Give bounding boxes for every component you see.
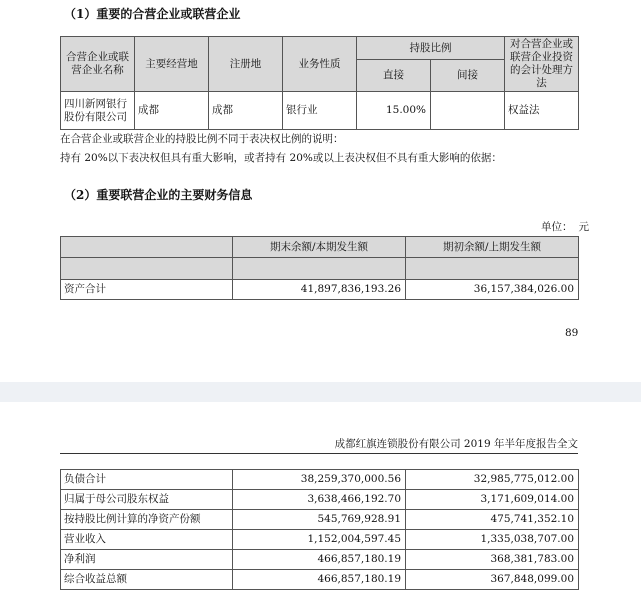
cell-accounting-method: 权益法 [505, 92, 579, 130]
note-ratio-difference: 在合营企业或联营企业的持股比例不同于表决权比例的说明： [60, 133, 344, 145]
table-row [61, 570, 579, 590]
table-row [61, 470, 579, 490]
page2-running-header: 成都红旗连锁股份有限公司 2019 年半年度报告全文 [334, 438, 578, 450]
table-row [61, 510, 579, 530]
report-page-2 [0, 402, 641, 606]
row-net-asset-share-prior: 475,741,352.10 [406, 510, 579, 530]
header-direct: 直接 [357, 60, 431, 92]
header-registered-place: 注册地 [209, 37, 283, 92]
header-business-nature: 业务性质 [283, 37, 357, 92]
cell-jv-name: 四川新网银行股份有限公司 [61, 92, 135, 130]
header-indirect: 间接 [431, 60, 505, 92]
row-revenue-current: 1,152,004,597.45 [233, 530, 406, 550]
row-parent-equity-current: 3,638,466,192.70 [233, 490, 406, 510]
section1-heading: （1）重要的合营企业或联营企业 [64, 7, 241, 21]
financial-info-table [60, 236, 579, 300]
row-net-asset-share-current: 545,769,928.91 [233, 510, 406, 530]
row-net-profit-prior: 368,381,783.00 [406, 550, 579, 570]
row-total-assets-label: 资产合计 [61, 280, 233, 300]
page-number: 89 [565, 327, 579, 339]
row-net-profit-label: 净利润 [61, 550, 233, 570]
page-gap [0, 382, 641, 402]
table-row [61, 490, 579, 510]
header-accounting-method: 对合营企业或联营企业投资的会计处理方法 [505, 37, 579, 92]
header-current-period: 期末余额/本期发生额 [233, 237, 406, 258]
header-prior-period: 期初余额/上期发生额 [406, 237, 579, 258]
row-liabilities-prior: 32,985,775,012.00 [406, 470, 579, 490]
row-revenue-prior: 1,335,038,707.00 [406, 530, 579, 550]
financial-info-table-continued [60, 469, 579, 590]
cell-main-place: 成都 [135, 92, 209, 130]
cell-business-nature: 银行业 [283, 92, 357, 130]
joint-venture-table [60, 36, 579, 130]
row-parent-equity-label: 归属于母公司股东权益 [61, 490, 233, 510]
cell-indirect [431, 92, 505, 130]
row-revenue-label: 营业收入 [61, 530, 233, 550]
row-comprehensive-income-current: 466,857,180.19 [233, 570, 406, 590]
section2-heading: （2）重要联营企业的主要财务信息 [64, 188, 253, 202]
unit-value: 元 [578, 221, 589, 233]
row-liabilities-current: 38,259,370,000.56 [233, 470, 406, 490]
row-comprehensive-income-prior: 367,848,099.00 [406, 570, 579, 590]
header-rule [60, 453, 578, 454]
row-net-asset-share-label: 按持股比例计算的净资产份额 [61, 510, 233, 530]
unit-label: 单位： 元 [541, 221, 589, 233]
row-parent-equity-prior: 3,171,609,014.00 [406, 490, 579, 510]
row-net-profit-current: 466,857,180.19 [233, 550, 406, 570]
row-total-assets-prior: 36,157,384,026.00 [406, 280, 579, 300]
row-liabilities-label: 负债合计 [61, 470, 233, 490]
note-significant-influence: 持有 20%以下表决权但具有重大影响，或者持有 20%或以上表决权但不具有重大影响的依据： [60, 152, 502, 164]
header-shareholding-ratio: 持股比例 [357, 37, 505, 60]
row-comprehensive-income-label: 综合收益总额 [61, 570, 233, 590]
header-main-place: 主要经营地 [135, 37, 209, 92]
table-row [61, 550, 579, 570]
cell-direct: 15.00% [357, 92, 431, 130]
table-row [61, 530, 579, 550]
cell-registered-place: 成都 [209, 92, 283, 130]
row-total-assets-current: 41,897,836,193.26 [233, 280, 406, 300]
header-jv-name: 合营企业或联营企业名称 [61, 37, 135, 92]
